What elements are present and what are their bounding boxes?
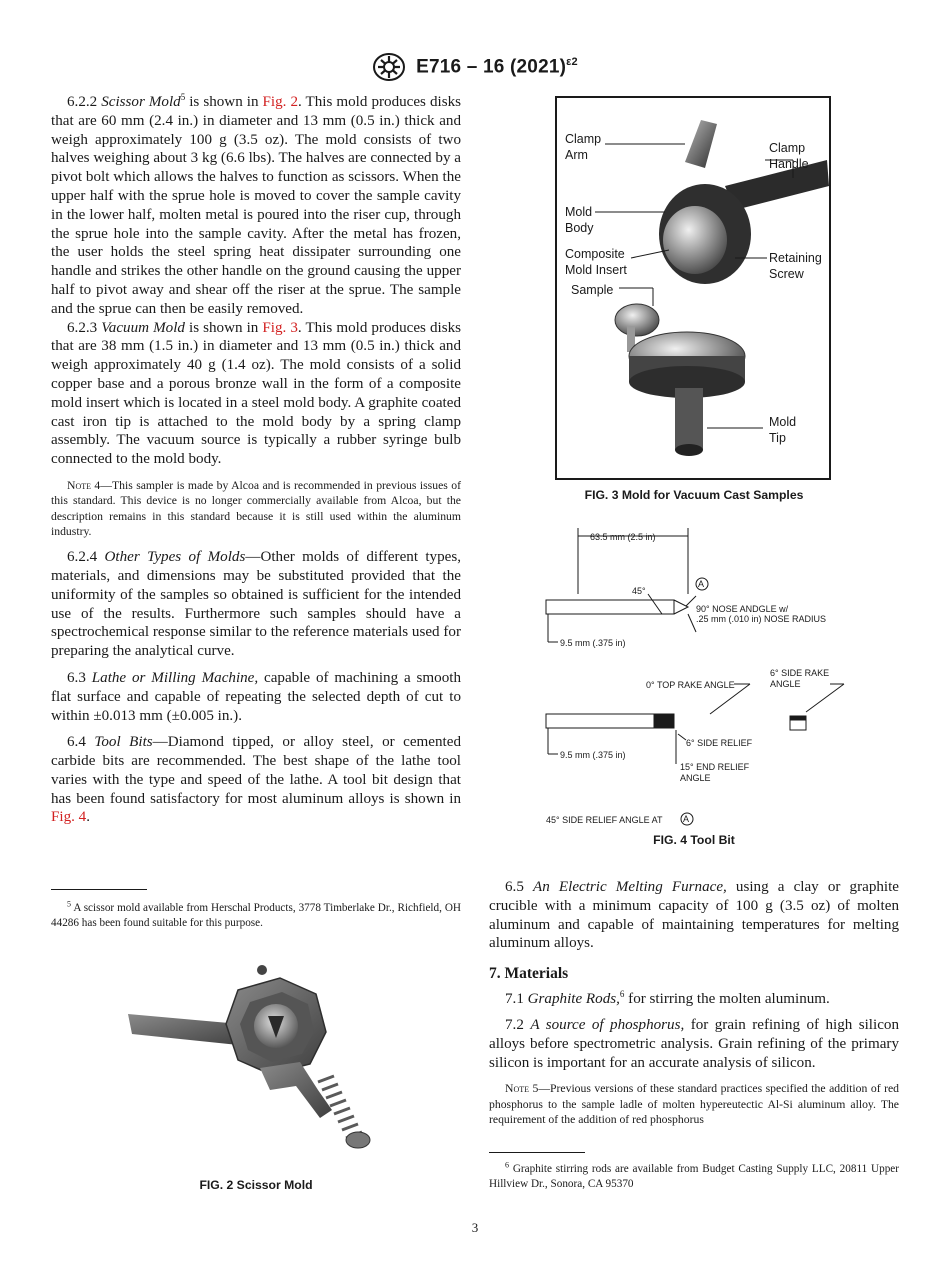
note-5: Note 5—Previous versions of these standard practices specified the addition of red phosphorus to the sample ladle of molten hypereutectic Al-Si aluminum alloy. The requirement of the addition of red phosphorus — [489, 1082, 899, 1126]
fig4-length: 63.5 mm (2.5 in) — [590, 532, 656, 542]
svg-text:ANGLE: ANGLE — [770, 679, 801, 689]
svg-text:A: A — [698, 579, 705, 589]
fig3-label-clamp-arm: Clamp — [565, 132, 602, 146]
fig4-side-relief-at: 45° SIDE RELIEF ANGLE AT — [546, 815, 663, 825]
note-4: Note 4—This sampler is made by Alcoa and is recommended in previous issues of this standard. This device is no longer commercially available from Alcoa, but the description remains in this standard because it is still used within the aluminum industry. — [51, 478, 461, 538]
link-fig-4[interactable]: Fig. 4 — [51, 809, 87, 826]
para-6-4: 6.4 Tool Bits—Diamond tipped, or alloy steel, or cemented carbide bits are recommended. The best shape of the lathe tool varies with the type and speed of the lathe. A tool bit design that has been found satisfactory for most aluminum alloys is shown in Fig. 4. — [51, 734, 461, 826]
svg-text:A: A — [683, 814, 690, 824]
fig3-label-retaining-screw: Retaining — [769, 251, 822, 265]
svg-text:ANGLE: ANGLE — [680, 773, 711, 783]
fig-3-frame — [555, 96, 831, 480]
footnote-6: $^6$ Graphite stirring rods are available from Budget Casting Supply LLC, 20811 Upper Hillview Dr., Sonora, CA 95370 — [489, 1160, 899, 1190]
section-7-heading: 7. Materials — [489, 965, 569, 983]
svg-text:.25 mm (.010 in) NOSE RADIUS: .25 mm (.010 in) NOSE RADIUS — [696, 614, 827, 624]
para-6-2-2: 6.2.2 Scissor Mold$^5$ is shown in Fig. 2. This mold produces disks that are 60 mm (2.4 in.) in diameter and 13 mm (0.5 in.) thick and weigh approximately 100 g (3.5 oz). The mold consists of two halves weighing about 3 kg (6.6 lbs). The halves are connected by a pivot bolt which allows the halves to function as scissors. When the upper half with the sprue hole is moved to cover the sample cavity in the lower half, molten metal is poured into the riser cup, through the sprue hole into the sample cavity. After the metal has frozen, the user holds the steel spring heat dissipater surrounding one handle and strikes the other handle on the ground causing the upper half to pivot away and shear off the riser at the sprue. The sample and the sprue can then be easily removed. — [51, 91, 461, 317]
para-6-5: 6.5 An Electric Melting Furnace, using a clay or graphite crucible with a minimum capacity of 100 g (3.5 oz) of molten aluminum and capable of maintaining temperatures for melting aluminum alloys. — [489, 879, 899, 952]
fig4-angle-45: 45° — [632, 586, 646, 596]
svg-text:Body: Body — [565, 221, 594, 235]
fig-3-vacuum-mold-image — [557, 98, 829, 478]
fig3-label-clamp-handle: Clamp — [769, 141, 806, 155]
svg-text:Screw: Screw — [769, 267, 804, 281]
link-fig-2[interactable]: Fig. 2 — [262, 94, 299, 110]
fig4-side-rake: 6° SIDE RAKE — [770, 668, 830, 678]
epsilon-superscript: ε2 — [566, 55, 578, 68]
fig3-label-mold-body: Mold — [565, 205, 593, 219]
fig4-top-rake: 0° TOP RAKE ANGLE — [646, 680, 735, 690]
svg-text:Handle: Handle — [769, 157, 809, 171]
svg-text:Arm: Arm — [565, 148, 588, 162]
fig-3-caption: FIG. 3 Mold for Vacuum Cast Samples — [584, 488, 804, 502]
document-designation: E716 – 16 $(2021)^{\varepsilon 2}$ — [416, 55, 578, 78]
footnote-5: $^5$ A scissor mold available from Herschal Products, 3778 Timberlake Dr., Richfield, OH 44286 has been found suitable for this purpose. — [51, 899, 461, 929]
fig4-nose-angle: 90° NOSE ANDGLE w/ — [696, 604, 789, 614]
footnote-rule-left — [51, 889, 147, 890]
fig4-height-top: 9.5 mm (.375 in) — [560, 638, 626, 648]
para-6-2-4: 6.2.4 Other Types of Molds—Other molds of different types, materials, and dimensions may be substituted provided that the uniformity of the samples so obtained is sufficient for the intended use of the results. Furthermore such samples should have a spectrochemical response similar to the reference materials used for preparing the analytical curve. — [51, 549, 461, 660]
fig-2-caption: FIG. 2 Scissor Mold — [199, 1178, 313, 1192]
fig4-end-relief: 15° END RELIEF — [680, 762, 750, 772]
fig-4-caption: FIG. 4 Tool Bit — [653, 833, 735, 847]
para-6-2-3: 6.2.3 Vacuum Mold is shown in Fig. 3. This mold produces disks that are 38 mm (1.5 in.) in diameter and 13 mm (0.5 in.) thick and weigh approximately 40 g (1.4 oz). The mold consists of a solid copper base and a porous bronze wall in the form of a composite mold insert which is located in a steel mold body. A graphite coated cast iron tip is attached to the mold body by a spring clamp assembly. The vacuum source is typically a rubber syringe bulb connected to the mold body. — [51, 319, 461, 468]
footnote-rule-right — [489, 1152, 585, 1153]
svg-text:Tip: Tip — [769, 431, 786, 445]
right-column-text — [489, 878, 899, 1127]
fig3-label-sample: Sample — [571, 283, 614, 297]
page-header — [0, 52, 950, 82]
fig-2-scissor-mold-image — [120, 950, 390, 1160]
para-7-2: 7.2 A source of phosphorus, for grain refining of high silicon alloys before spectrometric analysis. Grain refining of the primary silicon is important for an accurate analysis of silicon. — [489, 1016, 899, 1071]
fig4-height-bottom: 9.5 mm (.375 in) — [560, 750, 626, 760]
left-column-text — [51, 93, 461, 827]
fig3-label-composite-insert: Composite — [565, 247, 625, 261]
fig3-label-mold-tip: Mold — [769, 415, 797, 429]
para-6-3: 6.3 Lathe or Milling Machine, capable of machining a smooth flat surface and capable of repeating the selected depth of cut to within ±0.013 mm (±0.005 in.). — [51, 669, 462, 724]
fig4-side-relief: 6° SIDE RELIEF — [686, 738, 753, 748]
para-7-1: 7.1 Graphite Rods,$^6$ for stirring the molten aluminum. — [505, 989, 830, 1008]
page-number: 3 — [471, 1220, 479, 1235]
fig-4-tool-bit-diagram — [540, 524, 870, 829]
link-fig-3[interactable]: Fig. 3 — [262, 319, 298, 336]
svg-text:Mold Insert: Mold Insert — [565, 263, 627, 277]
astm-logo-icon — [372, 52, 406, 82]
